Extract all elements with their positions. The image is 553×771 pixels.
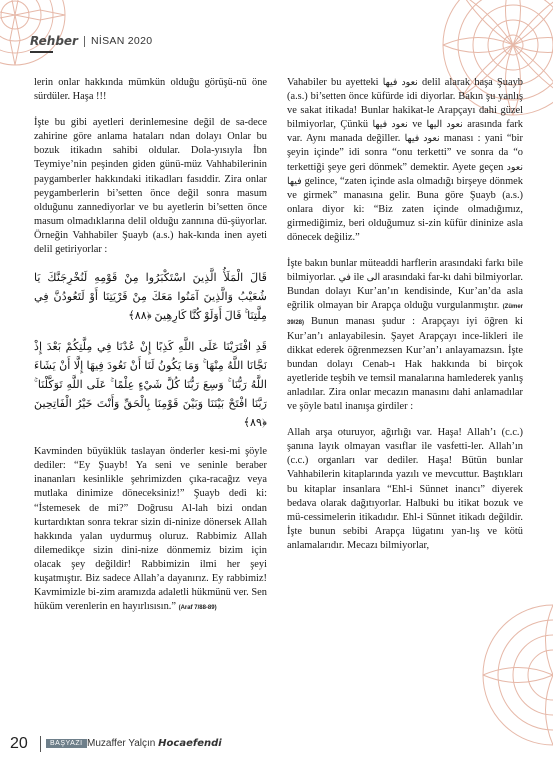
text-run: delil alarak haşa Şuayb (a.s.) bi’setten önce küfürde idi diyorlar. Bakın şu yanlış ve sakat itikada! Bunlar hakikat-le Arapçayı dahi güzel bilmiyorlar, Çünkü xyxy=(287,77,523,131)
quran-verse-89: قَدِ افْتَرَيْنَا عَلَى اللَّهِ كَذِبًا إِنْ عُدْنَا فِي مِلَّتِكُمْ بَعْدَ إِذْ نَجَّانَا اللَّهُ مِنْهَا ۚ وَمَا يَكُونُ لَنَا أَنْ نَعُودَ فِيهَا إِلَّا أَنْ يَشَاءَ اللَّهُ رَبُّنَا ۚ وَسِعَ رَبُّنَا كُلَّ شَيْءٍ عِلْمًا ۚ عَلَى اللَّهِ تَوَكَّلْنَا ۚ رَبَّنَا افْتَحْ بَيْنَنَا وَبَيْنَ قَوْمِنَا بِالْحَقِّ وَأَنْتَ خَيْرُ الْفَاتِحِينَ ﴿٨٩﴾ xyxy=(34,341,267,430)
right-column xyxy=(287,76,523,565)
left-paragraph-2: İşte bu gibi ayetleri derinlemesine değil de sa-dece zahirine göre anlama hataları ndan dolayı Onlar bu bozuk itikadın sahibi oldular. Dola-yısıyla İbn Teymiye’nin peşinden giden günü-müz Vahhabilerinin paygamberler hakkındaki itikadları fasıddir. Zira onlar peygamberlerin bi’setten önce değil sonra masum olduğunu zannediyorlar ve bu ayetlerin bi’setten önce masum olmadıklarına delil olduğu zannına dü-şüyorlar. Örneğin Vahhabiler Şuayb (a.s.) hak-kında inen ayeti delil getiriyorlar : xyxy=(34,117,267,256)
issue-date: NİSAN 2020 xyxy=(90,35,153,47)
author-name: Muzaffer Yalçın xyxy=(87,738,156,749)
author-title: Hocaefendi xyxy=(158,738,222,749)
verse-reference: (Zümer 39/28) xyxy=(287,304,523,326)
left-paragraph-3 xyxy=(34,445,267,615)
text-run: arasında fark var. Aynı manada değiller. xyxy=(287,119,523,145)
magazine-brand: Rehber xyxy=(30,34,78,48)
text-run: Vahabiler bu ayetteki xyxy=(287,77,383,88)
section-badge: BAŞYAZI xyxy=(46,739,87,748)
verse-reference: (Araf 7/88-89) xyxy=(178,605,217,612)
page-header xyxy=(30,33,152,49)
header-rule xyxy=(30,51,53,53)
arabic-phrase: نعود فيها xyxy=(287,162,523,187)
text-run: İşte bakın bunlar müteaddi harflerin arasındaki farkı bile bilmiyorlar. xyxy=(287,258,523,284)
text-run: ve xyxy=(407,119,427,131)
arabic-phrase: نعود فيها xyxy=(382,78,418,88)
text-run: Bunun manası şudur : Arapçayı iyi öğren ki Kur’an’ı anlayabilesin. Şayet Arapçayı ince-likleri ile dikkat ederek öğrenmezsen Kur’an’ı anlayamazsın. İşte bundan dolayı Cenab-ı Hak hakkında bi birçok ayetleride teşbih ve temsil manalarına hamlederek yanlış anladılar. Zira onlar mecazın manasını dahi anlamadılar ve şöyle batıl inanışa girdiler : xyxy=(287,315,524,413)
arabic-phrase: نعود فيها xyxy=(404,134,440,145)
text-run: arasındaki far-kı dahi bilmiyorlar. Bundan dolayı Kur’an’ın kendisinde, Kur’an’da asla eğrilik olmayan bir Arapça olduğu vurgulanmıştır. xyxy=(287,272,524,312)
arabic-phrase: نعود فيها xyxy=(372,120,408,131)
text-run: ile xyxy=(350,272,367,284)
footer-separator xyxy=(40,736,41,752)
text-run: gelince, “zaten içinde asla olmadığı birşeye dönmek ve girmek” manasına gelir. Buna göre Şuayb (a.s.) onlara diyor ki: “Biz zaten içinde olmadığımız, girmediğimiz, beri olduğumuz si-zin küfür dininize asla dönecek değiliz.” xyxy=(287,175,523,244)
left-paragraph-1: lerin onlar hakkında mümkün olduğu görüşü-nü öne sürdüler. Haşa !!! xyxy=(34,77,267,103)
header-separator xyxy=(84,36,85,47)
page-number: 20 xyxy=(10,735,28,752)
author-credit xyxy=(87,738,222,749)
arabic-phrase: نعود اليها xyxy=(426,120,463,131)
right-paragraph-1 xyxy=(287,76,523,245)
left-column xyxy=(34,76,267,627)
arabic-phrase: في xyxy=(338,273,351,284)
right-paragraph-2 xyxy=(287,257,523,414)
arabic-phrase: الى xyxy=(366,273,381,284)
quran-verse-88: قَالَ الْمَلَأُ الَّذِينَ اسْتَكْبَرُوا مِنْ قَوْمِهِ لَنُخْرِجَنَّكَ يَا شُعَيْبُ وَالَّذِينَ آمَنُوا مَعَكَ مِنْ قَرْيَتِنَا أَوْ لَتَعُودُنَّ فِي مِلَّتِنَا ۚ قَالَ أَوَلَوْ كُنَّا كَارِهِينَ ﴿٨٨﴾ xyxy=(34,272,267,323)
mandala-ornament-bottom-right-icon xyxy=(478,600,553,750)
right-paragraph-3: Allah arşa oturuyor, ağırlığı var. Haşa! Allah’ı (c.c.) şanına layık olmayan vasıflar ile vasfetti-ler. Allah’ın (c.c.) organları var dediler. Haşa! Bütün bunlar Vahhabilerin kitaplarında yazılı ve mevcuttur. Baştıkları bu kitaplar insanlara “Ehl-i Sünnet inancı” diyerek bedava olarak dağıtıyorlar. Halbuki bu itikat bozuk ve mü-cessimelerin itikadıdır. Ehl-i Sünnet itikadı değildir. İşte bunun sebibi Arapça lügatını yan-lış ve kötü anlamalarıdır. Mecazı bilmiyorlar, xyxy=(287,427,523,551)
text-run: manası : yani “bir şeyin içinde” idi sonra “onu terketti” ve sonra da “o terkettiği şeye geri dönmek” demektir. Ayete geçen xyxy=(287,133,524,173)
verse-translation: Kavminden büyüklük taslayan önderler kesi-mi şöyle dediler: “Ey Şuayb! Ya seni ve seninle beraber inananları kesinlikle şehrimizden çıka-racağız veya mutlaka dinimize döneceksiniz!” Şuayb dedi ki: “İstemesek de mi?” Doğrusu Al-lah bizi ondan kurtardıktan sonra tekrar sizin di-ninize dönersek Allah hakkında yalan uydurmuş oluruz. Rabbimiz Allah dilemedikçe sizin dini-nize dönmemiz bizim için olacak şey değildir! Rabbimizin ilmi her şeyi kuşatmıştır. Biz sadece Allah’a dayanırız. Ey rabbimiz! Kavmimizle bi-zim aramızda adaletli hükmünü ver. Sen hüküm verenlerin en hayırlısısın.” xyxy=(34,446,267,613)
